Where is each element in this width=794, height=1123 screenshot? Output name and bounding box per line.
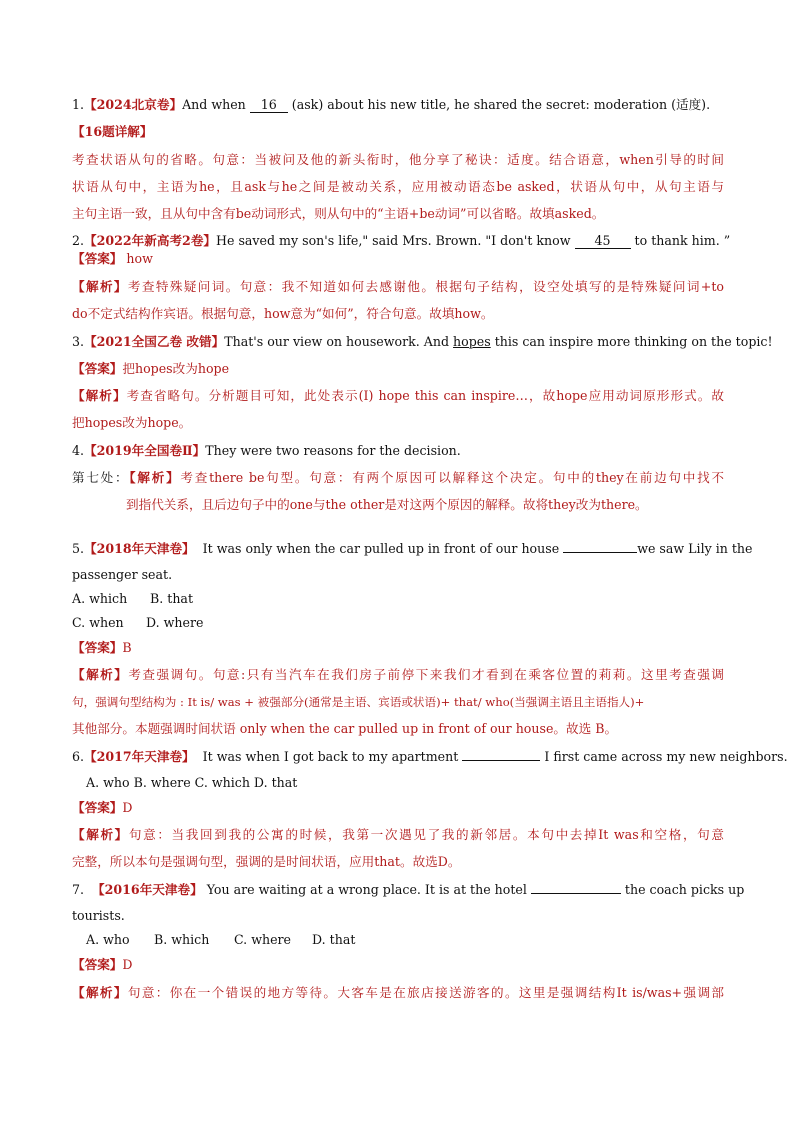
question-5: 5.【2018年天津卷】 It was only when the car pulled up in front of our house we saw Lily in the [72,541,753,556]
source-tag: 【2018年天津卷】 [84,541,195,556]
option-a: A. which [72,591,128,606]
option-a: A. who [86,932,130,947]
answer-line: 【答案】D [72,800,133,815]
question-7: 7. 【2016年天津卷】 You are waiting at a wrong place. It is at the hotel the coach picks up [72,882,745,897]
source-tag: 【2024北京卷】 [84,97,183,112]
question-4: 4.【2019年全国卷Ⅱ】They were two reasons for the decision. [72,443,461,458]
answer-line: 【答案】D [72,957,133,972]
source-tag: 【2016年天津卷】 [92,882,203,897]
answer-value: B [122,640,132,655]
explanation-line: 考查状语从句的省略。句意：当被问及他的新头衔时，他分享了秘诀：适度。结合语意，when引导的时间 [72,152,724,167]
explanation-line: do不定式结构作宾语。根据句意，how意为“如何”，符合句意。故填how。 [72,306,494,321]
answer-line: 【答案】把hopes改为hope [72,361,230,376]
explanation-line: 句，强调句型结构为 : It is/ was + 被强部分(通常是主语、宾语或状语)+ that/ who(当强调主语且主语指人)+ [72,695,645,709]
explanation-line: 其他部分。本题强调时间状语 only when the car pulled up in front of our house。故选 B。 [72,721,618,736]
answer-blank [462,760,540,761]
question-5-cont: passenger seat. [72,567,173,582]
question-2: 2.【2022年新高考2卷】He saved my son's life," said Mrs. Brown. "I don't know 45 to thank him. ” [72,233,731,248]
options-line [72,614,724,632]
options-line [86,931,738,949]
underlined-word: hopes [453,334,491,349]
source-tag: 【2019年全国卷Ⅱ】 [84,443,206,458]
explanation-line: 第七处：【解析】考查there be句型。句意：有两个原因可以解释这个决定。句中的they在前边句中找不 [72,470,725,485]
source-tag: 【2021全国乙卷 改错】 [84,334,225,349]
source-tag: 【2022年新高考2卷】 [84,233,217,248]
source-tag: 【2017年天津卷】 [84,749,195,764]
option-c: C. when [72,615,124,630]
option-b: B. that [150,591,194,606]
detail-heading: 【16题详解】 [72,124,153,139]
explanation-line: 主句主语一致，且从句中含有be动词形式，则从句中的“主语+be动词”可以省略。故填asked。 [72,206,605,221]
answer-blank [531,893,621,894]
options-line [72,590,724,608]
option-b: B. which [154,932,210,947]
answer-value: how [126,251,153,266]
answer-line: 【答案】 how [72,251,153,266]
explanation-line: 【解析】句意：当我回到我的公寓的时候，我第一次遇见了我的新邻居。本句中去掉It was和空格，句意 [72,827,724,842]
answer-value: D [122,957,133,972]
question-3: 3.【2021全国乙卷 改错】That's our view on housework. And hopes this can inspire more thinking on the topic! [72,334,773,349]
answer-blank: 45 [575,234,631,249]
question-6: 6.【2017年天津卷】 It was when I got back to my apartment I first came across my new neighbors. [72,749,788,764]
answer-value: 把hopes改为hope [122,361,230,376]
explanation-line: 把hopes改为hope。 [72,415,192,430]
question-7-cont: tourists. [72,908,125,923]
options-line: A. who B. where C. which D. that [86,775,298,790]
answer-blank: 16 [250,98,288,113]
answer-line: 【答案】B [72,640,132,655]
explanation-line: 完整，所以本句是强调句型，强调的是时间状语，应用that。故选D。 [72,854,461,869]
explanation-line: 【解析】句意：你在一个错误的地方等待。大客车是在旅店接送游客的。这里是强调结构It is/was+强调部 [72,985,725,1000]
question-number: 1. [72,97,85,112]
question-1: 1.【2024北京卷】And when 16 (ask) about his new title, he shared the secret: moderation (适度). [72,97,711,112]
option-c: C. where [234,932,292,947]
explanation-line: 【解析】考查省略句。分析题目可知，此处表示(I) hope this can inspire…，故hope应用动词原形形式。故 [72,388,724,403]
explanation-line: 【解析】考查强调句。句意:只有当汽车在我们房子前停下来我们才看到在乘客位置的莉莉。这里考查强调 [72,667,724,682]
explanation-line: 到指代关系，且后边句子中的one与the other是对这两个原因的解释。故将they改为there。 [126,497,648,512]
option-d: D. where [146,615,204,630]
explanation-line: 【解析】考查特殊疑问词。句意：我不知道如何去感谢他。根据句子结构，设空处填写的是特殊疑问词+to [72,279,725,294]
answer-value: D [122,800,133,815]
explanation-line: 状语从句中，主语为he，且ask与he之间是被动关系，应用被动语态be asked，状语从句中，从句主语与 [72,179,724,194]
option-d: D. that [312,932,356,947]
answer-blank [563,552,637,553]
